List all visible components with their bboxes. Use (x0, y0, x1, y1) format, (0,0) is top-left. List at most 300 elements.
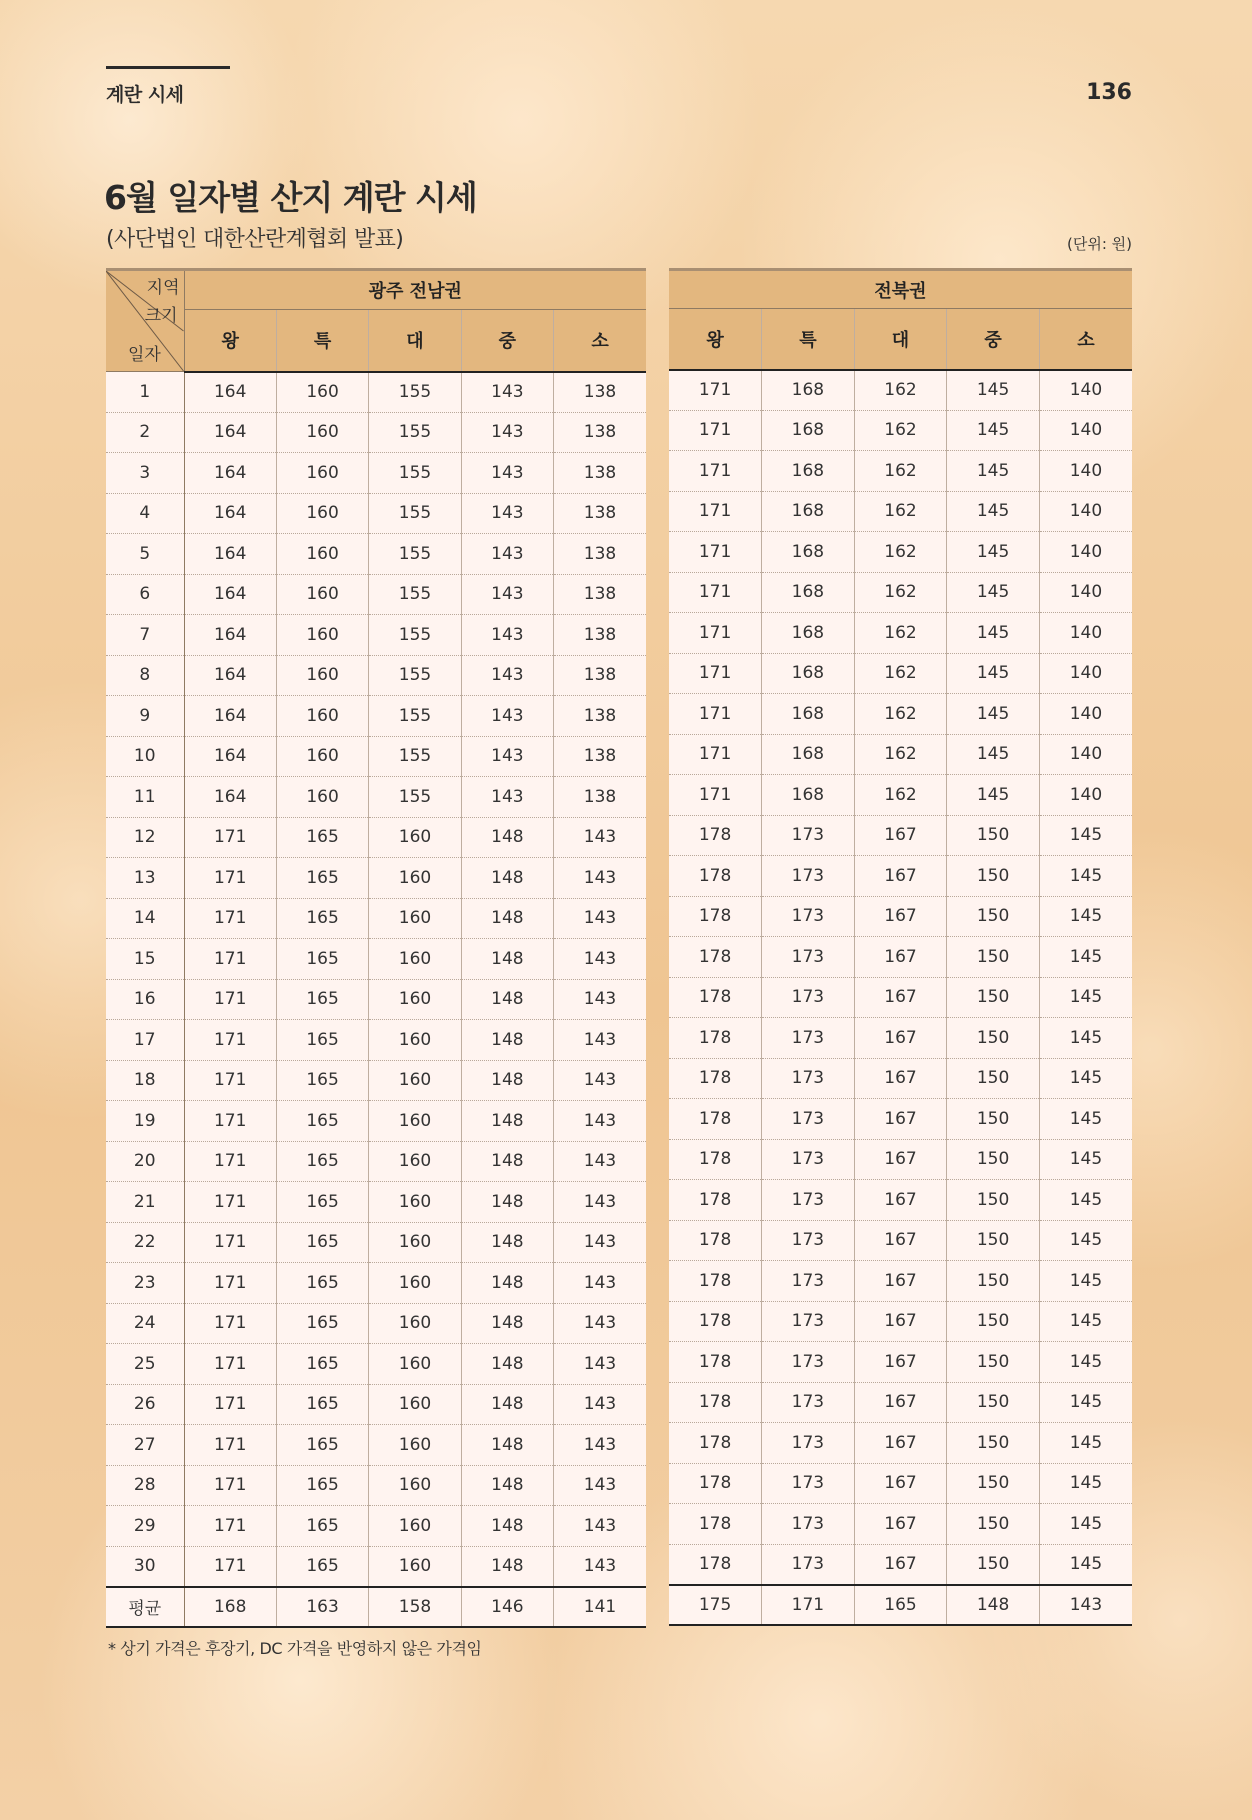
price-cell: 150 (947, 1423, 1040, 1464)
price-cell: 160 (369, 1384, 461, 1425)
price-cell: 178 (669, 1301, 762, 1342)
price-cell: 178 (669, 1180, 762, 1221)
average-cell: 165 (854, 1585, 947, 1625)
average-cell: 175 (669, 1585, 762, 1625)
price-cell: 160 (276, 493, 368, 534)
size-header: 대 (854, 309, 947, 370)
price-cell: 164 (184, 412, 276, 453)
price-cell: 160 (369, 898, 461, 939)
price-cell: 150 (947, 1544, 1040, 1585)
price-cell: 165 (276, 1344, 368, 1385)
table-row (106, 777, 646, 818)
table-row (669, 775, 1132, 816)
price-cell: 165 (276, 1263, 368, 1304)
price-cell: 162 (854, 694, 947, 735)
price-cell: 171 (669, 370, 762, 411)
price-cell: 160 (369, 1425, 461, 1466)
price-cell: 167 (854, 1342, 947, 1383)
table-row (106, 1060, 646, 1101)
table-row (669, 1301, 1132, 1342)
table-row (669, 1261, 1132, 1302)
average-cell: 148 (947, 1585, 1040, 1625)
price-cell: 145 (947, 370, 1040, 411)
price-cell: 145 (1039, 1463, 1132, 1504)
price-cell: 164 (184, 534, 276, 575)
price-cell: 143 (461, 736, 553, 777)
price-cell: 150 (947, 1261, 1040, 1302)
price-cell: 165 (276, 1425, 368, 1466)
price-cell: 173 (762, 1139, 855, 1180)
price-cell: 178 (669, 1504, 762, 1545)
price-cell: 148 (461, 1384, 553, 1425)
table-row (669, 734, 1132, 775)
price-cell: 178 (669, 1139, 762, 1180)
price-cell: 150 (947, 937, 1040, 978)
table-row (106, 574, 646, 615)
price-cell: 145 (1039, 1018, 1132, 1059)
day-cell: 15 (106, 939, 184, 980)
average-cell: 141 (554, 1587, 646, 1627)
price-cell: 145 (947, 613, 1040, 654)
price-cell: 165 (276, 1141, 368, 1182)
price-cell: 160 (276, 615, 368, 656)
table-row (106, 1344, 646, 1385)
price-cell: 143 (554, 1222, 646, 1263)
price-cell: 165 (276, 1546, 368, 1587)
price-cell: 145 (947, 734, 1040, 775)
corner-day-label: 일자 (128, 345, 161, 365)
price-cell: 168 (762, 734, 855, 775)
price-cell: 143 (554, 898, 646, 939)
price-cell: 138 (554, 453, 646, 494)
price-cell: 160 (276, 696, 368, 737)
price-cell: 155 (369, 453, 461, 494)
price-cell: 167 (854, 1301, 947, 1342)
price-cell: 145 (947, 694, 1040, 735)
table-row (669, 532, 1132, 573)
table-row (669, 1018, 1132, 1059)
price-cell: 160 (276, 372, 368, 413)
top-rule (106, 66, 230, 69)
price-cell: 168 (762, 775, 855, 816)
price-cell: 145 (1039, 1261, 1132, 1302)
price-cell: 145 (947, 410, 1040, 451)
table-row (669, 653, 1132, 694)
table-row (669, 410, 1132, 451)
price-cell: 138 (554, 615, 646, 656)
price-cell: 160 (276, 574, 368, 615)
average-row (106, 1587, 646, 1627)
price-cell: 148 (461, 1263, 553, 1304)
price-cell: 160 (369, 1506, 461, 1547)
price-cell: 150 (947, 1180, 1040, 1221)
price-cell: 171 (184, 1101, 276, 1142)
table-row (106, 493, 646, 534)
table-row (106, 372, 646, 413)
price-cell: 160 (369, 1020, 461, 1061)
price-cell: 160 (369, 939, 461, 980)
price-cell: 155 (369, 412, 461, 453)
table-row (669, 937, 1132, 978)
price-cell: 164 (184, 736, 276, 777)
price-cell: 168 (762, 653, 855, 694)
price-cell: 168 (762, 370, 855, 411)
price-cell: 162 (854, 491, 947, 532)
price-cell: 171 (184, 1344, 276, 1385)
price-cell: 171 (184, 939, 276, 980)
price-cell: 160 (369, 1141, 461, 1182)
price-cell: 168 (762, 694, 855, 735)
price-cell: 178 (669, 1220, 762, 1261)
day-cell: 20 (106, 1141, 184, 1182)
price-cell: 178 (669, 896, 762, 937)
price-cell: 171 (184, 1303, 276, 1344)
price-cell: 150 (947, 1220, 1040, 1261)
price-cell: 165 (276, 1020, 368, 1061)
price-cell: 173 (762, 1018, 855, 1059)
price-cell: 171 (184, 1060, 276, 1101)
price-cell: 167 (854, 977, 947, 1018)
day-cell: 18 (106, 1060, 184, 1101)
price-cell: 160 (369, 1344, 461, 1385)
price-cell: 162 (854, 775, 947, 816)
price-cell: 148 (461, 1344, 553, 1385)
size-header: 왕 (184, 309, 276, 371)
price-cell: 167 (854, 1544, 947, 1585)
day-cell: 19 (106, 1101, 184, 1142)
table-row (669, 815, 1132, 856)
price-cell: 160 (369, 1465, 461, 1506)
price-cell: 162 (854, 451, 947, 492)
average-cell: 168 (184, 1587, 276, 1627)
table-row (106, 1101, 646, 1142)
price-cell: 145 (947, 451, 1040, 492)
price-cell: 178 (669, 1058, 762, 1099)
price-cell: 171 (669, 410, 762, 451)
price-cell: 160 (276, 736, 368, 777)
price-cell: 148 (461, 1546, 553, 1587)
price-cell: 143 (461, 615, 553, 656)
price-cell: 148 (461, 1020, 553, 1061)
price-cell: 168 (762, 532, 855, 573)
price-cell: 143 (554, 858, 646, 899)
price-cell: 173 (762, 815, 855, 856)
table-row (106, 1465, 646, 1506)
price-cell: 145 (947, 572, 1040, 613)
price-cell: 143 (554, 1060, 646, 1101)
price-cell: 171 (184, 1222, 276, 1263)
price-cell: 145 (947, 653, 1040, 694)
price-cell: 167 (854, 937, 947, 978)
price-cell: 148 (461, 1506, 553, 1547)
day-cell: 9 (106, 696, 184, 737)
price-cell: 162 (854, 410, 947, 451)
price-cell: 143 (461, 493, 553, 534)
price-cell: 173 (762, 1382, 855, 1423)
price-cell: 178 (669, 1423, 762, 1464)
price-cell: 173 (762, 1463, 855, 1504)
table-row (106, 858, 646, 899)
price-cell: 150 (947, 1099, 1040, 1140)
table-row (106, 1425, 646, 1466)
day-cell: 24 (106, 1303, 184, 1344)
price-cell: 150 (947, 1301, 1040, 1342)
price-cell: 148 (461, 1222, 553, 1263)
table-row (106, 1222, 646, 1263)
region-header: 전북권 (669, 270, 1132, 309)
price-cell: 145 (1039, 1342, 1132, 1383)
price-cell: 167 (854, 1382, 947, 1423)
price-cell: 138 (554, 736, 646, 777)
price-cell: 150 (947, 1504, 1040, 1545)
price-cell: 167 (854, 1220, 947, 1261)
average-row (669, 1585, 1132, 1625)
table-row (106, 615, 646, 656)
price-cell: 160 (369, 1303, 461, 1344)
price-cell: 155 (369, 534, 461, 575)
table-row (669, 1139, 1132, 1180)
price-cell: 165 (276, 817, 368, 858)
price-cell: 140 (1039, 410, 1132, 451)
price-cell: 138 (554, 696, 646, 737)
table-row (106, 736, 646, 777)
price-cell: 140 (1039, 491, 1132, 532)
price-cell: 173 (762, 937, 855, 978)
price-cell: 173 (762, 896, 855, 937)
price-cell: 168 (762, 410, 855, 451)
table-row (669, 977, 1132, 1018)
day-cell: 2 (106, 412, 184, 453)
table-row (106, 453, 646, 494)
average-cell: 146 (461, 1587, 553, 1627)
price-cell: 150 (947, 1342, 1040, 1383)
price-cell: 165 (276, 939, 368, 980)
price-cell: 164 (184, 777, 276, 818)
price-cell: 167 (854, 1099, 947, 1140)
price-cell: 155 (369, 696, 461, 737)
price-cell: 143 (461, 696, 553, 737)
price-cell: 165 (276, 1303, 368, 1344)
price-cell: 143 (554, 979, 646, 1020)
table-row (669, 1058, 1132, 1099)
price-cell: 165 (276, 1465, 368, 1506)
day-cell: 28 (106, 1465, 184, 1506)
table-jeonbuk (669, 268, 1132, 1626)
price-cell: 178 (669, 977, 762, 1018)
day-cell: 10 (106, 736, 184, 777)
price-cell: 164 (184, 493, 276, 534)
price-cell: 171 (669, 572, 762, 613)
price-cell: 148 (461, 1303, 553, 1344)
price-cell: 150 (947, 896, 1040, 937)
price-cell: 145 (947, 491, 1040, 532)
price-cell: 155 (369, 777, 461, 818)
price-cell: 143 (554, 1020, 646, 1061)
price-cell: 171 (184, 1384, 276, 1425)
price-cell: 171 (184, 1425, 276, 1466)
price-cell: 171 (669, 451, 762, 492)
price-cell: 160 (369, 1263, 461, 1304)
price-cell: 178 (669, 1382, 762, 1423)
table-row (669, 1382, 1132, 1423)
price-cell: 171 (184, 858, 276, 899)
table-row (669, 572, 1132, 613)
price-cell: 160 (369, 817, 461, 858)
table-row (106, 817, 646, 858)
price-cell: 167 (854, 1504, 947, 1545)
table-row (669, 451, 1132, 492)
price-cell: 138 (554, 655, 646, 696)
size-header: 대 (369, 309, 461, 371)
price-cell: 145 (1039, 1301, 1132, 1342)
table-row (106, 939, 646, 980)
price-cell: 167 (854, 1261, 947, 1302)
price-cell: 165 (276, 1506, 368, 1547)
price-cell: 173 (762, 1261, 855, 1302)
price-cell: 145 (1039, 1544, 1132, 1585)
price-cell: 145 (1039, 1220, 1132, 1261)
price-cell: 155 (369, 615, 461, 656)
day-cell: 27 (106, 1425, 184, 1466)
day-cell: 16 (106, 979, 184, 1020)
price-cell: 173 (762, 856, 855, 897)
price-cell: 148 (461, 1101, 553, 1142)
price-cell: 173 (762, 977, 855, 1018)
price-cell: 173 (762, 1544, 855, 1585)
day-cell: 4 (106, 493, 184, 534)
price-cell: 143 (461, 655, 553, 696)
size-header: 중 (461, 309, 553, 371)
table-row (669, 1423, 1132, 1464)
price-cell: 145 (947, 775, 1040, 816)
day-cell: 1 (106, 372, 184, 413)
day-cell: 7 (106, 615, 184, 656)
average-cell: 171 (762, 1585, 855, 1625)
price-cell: 162 (854, 653, 947, 694)
day-cell: 25 (106, 1344, 184, 1385)
table-row (669, 1180, 1132, 1221)
price-cell: 171 (669, 532, 762, 573)
table-row (669, 1220, 1132, 1261)
price-cell: 160 (369, 1546, 461, 1587)
price-cell: 145 (1039, 1180, 1132, 1221)
price-cell: 145 (1039, 977, 1132, 1018)
price-cell: 143 (554, 817, 646, 858)
price-cell: 138 (554, 574, 646, 615)
price-cell: 160 (369, 1060, 461, 1101)
price-cell: 164 (184, 655, 276, 696)
day-cell: 21 (106, 1182, 184, 1223)
price-cell: 148 (461, 939, 553, 980)
price-cell: 171 (184, 1465, 276, 1506)
table-row (106, 1384, 646, 1425)
price-cell: 167 (854, 896, 947, 937)
price-cell: 171 (669, 775, 762, 816)
table-row (669, 1099, 1132, 1140)
price-cell: 143 (554, 1344, 646, 1385)
average-label: 평균 (106, 1587, 184, 1627)
price-cell: 171 (184, 979, 276, 1020)
price-cell: 148 (461, 858, 553, 899)
price-cell: 138 (554, 534, 646, 575)
price-cell: 162 (854, 613, 947, 654)
day-cell: 6 (106, 574, 184, 615)
price-cell: 162 (854, 532, 947, 573)
size-header: 소 (1039, 309, 1132, 370)
price-cell: 138 (554, 412, 646, 453)
price-cell: 165 (276, 858, 368, 899)
price-cell: 140 (1039, 532, 1132, 573)
size-header: 특 (762, 309, 855, 370)
price-cell: 171 (184, 1141, 276, 1182)
unit-label: (단위: 원) (1067, 235, 1132, 253)
price-cell: 164 (184, 574, 276, 615)
price-cell: 165 (276, 1384, 368, 1425)
price-cell: 167 (854, 1180, 947, 1221)
price-cell: 148 (461, 1141, 553, 1182)
price-cell: 143 (461, 453, 553, 494)
price-cell: 143 (554, 1303, 646, 1344)
price-cell: 165 (276, 979, 368, 1020)
price-cell: 162 (854, 572, 947, 613)
price-cell: 171 (669, 734, 762, 775)
price-cell: 140 (1039, 734, 1132, 775)
price-cell: 171 (184, 1546, 276, 1587)
table-row (669, 491, 1132, 532)
price-cell: 160 (369, 1182, 461, 1223)
day-cell: 5 (106, 534, 184, 575)
price-cell: 178 (669, 856, 762, 897)
day-cell: 12 (106, 817, 184, 858)
average-cell: 158 (369, 1587, 461, 1627)
price-cell: 167 (854, 1463, 947, 1504)
table-row (669, 1463, 1132, 1504)
price-cell: 143 (461, 412, 553, 453)
price-cell: 171 (184, 898, 276, 939)
price-cell: 143 (554, 1182, 646, 1223)
price-cell: 140 (1039, 572, 1132, 613)
price-cell: 155 (369, 736, 461, 777)
price-cell: 150 (947, 856, 1040, 897)
price-cell: 173 (762, 1099, 855, 1140)
price-cell: 155 (369, 655, 461, 696)
price-cell: 145 (1039, 815, 1132, 856)
price-cell: 140 (1039, 775, 1132, 816)
price-cell: 162 (854, 734, 947, 775)
region-header: 광주 전남권 (184, 270, 646, 310)
price-cell: 171 (184, 1263, 276, 1304)
price-cell: 138 (554, 493, 646, 534)
price-cell: 145 (1039, 1058, 1132, 1099)
table-row (106, 1303, 646, 1344)
price-cell: 143 (461, 534, 553, 575)
price-cell: 160 (276, 655, 368, 696)
table-row (669, 694, 1132, 735)
price-cell: 164 (184, 696, 276, 737)
table-row (106, 696, 646, 737)
price-cell: 143 (554, 939, 646, 980)
price-cell: 168 (762, 451, 855, 492)
footnote: * 상기 가격은 후장기, DC 가격을 반영하지 않은 가격임 (108, 1639, 482, 1658)
price-cell: 167 (854, 815, 947, 856)
price-cell: 171 (184, 1020, 276, 1061)
price-cell: 148 (461, 898, 553, 939)
price-cell: 138 (554, 777, 646, 818)
price-cell: 165 (276, 1101, 368, 1142)
size-header: 중 (947, 309, 1040, 370)
price-cell: 160 (369, 1222, 461, 1263)
price-cell: 140 (1039, 653, 1132, 694)
